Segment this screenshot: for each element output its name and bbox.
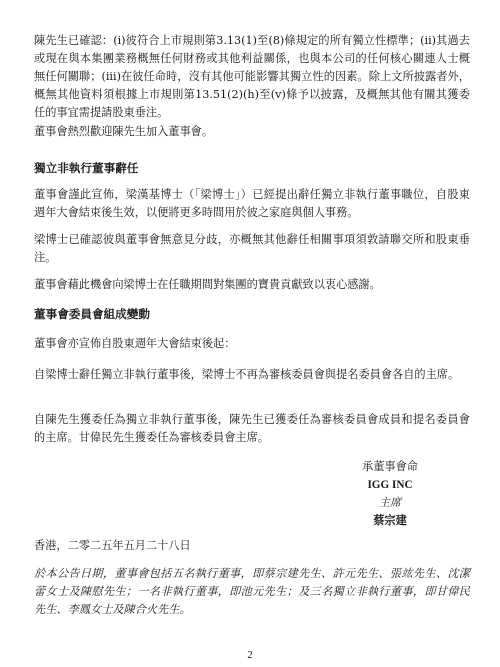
signatory-role: 主席 bbox=[378, 496, 402, 509]
no-disagreement-paragraph: 梁博士已確認彼與董事會無意見分歧，亦概無其他辭任相關事項須敦請聯交所和股東垂注。 bbox=[34, 233, 470, 264]
committee-change-2-paragraph: 自陳先生獲委任為獨立非執行董事後，陳先生已獲委任為審核委員會成員和提名委員會的主席。甘偉民先生獲委任為審核委員會主席。 bbox=[34, 413, 470, 444]
welcome-paragraph: 董事會熱烈歡迎陳先生加入董事會。 bbox=[34, 125, 214, 138]
page-number: 2 bbox=[247, 650, 253, 661]
resignation-heading: 獨立非執行董事辭任 bbox=[34, 161, 139, 175]
committee-change-1-paragraph: 自梁博士辭任獨立非執行董事後，梁博士不再為審核委員會與提名委員會各自的主席。 bbox=[34, 368, 460, 381]
date-line: 香港，二零二五年五月二十八日 bbox=[34, 539, 191, 552]
on-behalf-line: 承董事會命 bbox=[362, 460, 418, 473]
committee-intro-paragraph: 董事會亦宣佈自股東週年大會結束後起： bbox=[34, 337, 236, 350]
company-name: IGG INC bbox=[367, 479, 413, 491]
appreciation-paragraph: 董事會藉此機會向梁博士在任職期間對集團的寶貴貢獻致以衷心感謝。 bbox=[34, 278, 381, 291]
signature-block bbox=[310, 458, 470, 530]
independence-confirmation-paragraph: 陳先生已確認：(i)彼符合上市規則第3.13(1)至(8)條規定的所有獨立性標準；(ii)其過去或現在與本集團業務概無任何財務或其他利益關係，也與本公司的任何核心關連人士概無任何關聯；(iii)在彼任命時，沒有其他可能影響其獨立性的因素。除上文所披露者外，概無其他資料須根據上市規則第13.51(2)(h)至(v)條予以披露，及概無其他有關其獲委任的事宜需提請股東垂注。 bbox=[34, 34, 470, 119]
resignation-paragraph: 董事會謹此宣佈，梁漢基博士（「梁博士」）已經提出辭任獨立非執行董事職位，自股東週年大會結束後生效，以便將更多時間用於彼之家庭與個人事務。 bbox=[34, 188, 470, 219]
board-composition-note: 於本公告日期，董事會包括五名執行董事，即蔡宗建先生、許元先生、張竑先生、沈潔蕾女士及陳慰先生；一名非執行董事，即池元先生；及三名獨立非執行董事，即甘偉民先生、李鳳女士及陳合火先生。 bbox=[34, 567, 470, 616]
committee-changes-heading: 董事會委員會組成變動 bbox=[34, 307, 150, 321]
signatory-name: 蔡宗建 bbox=[373, 514, 407, 527]
